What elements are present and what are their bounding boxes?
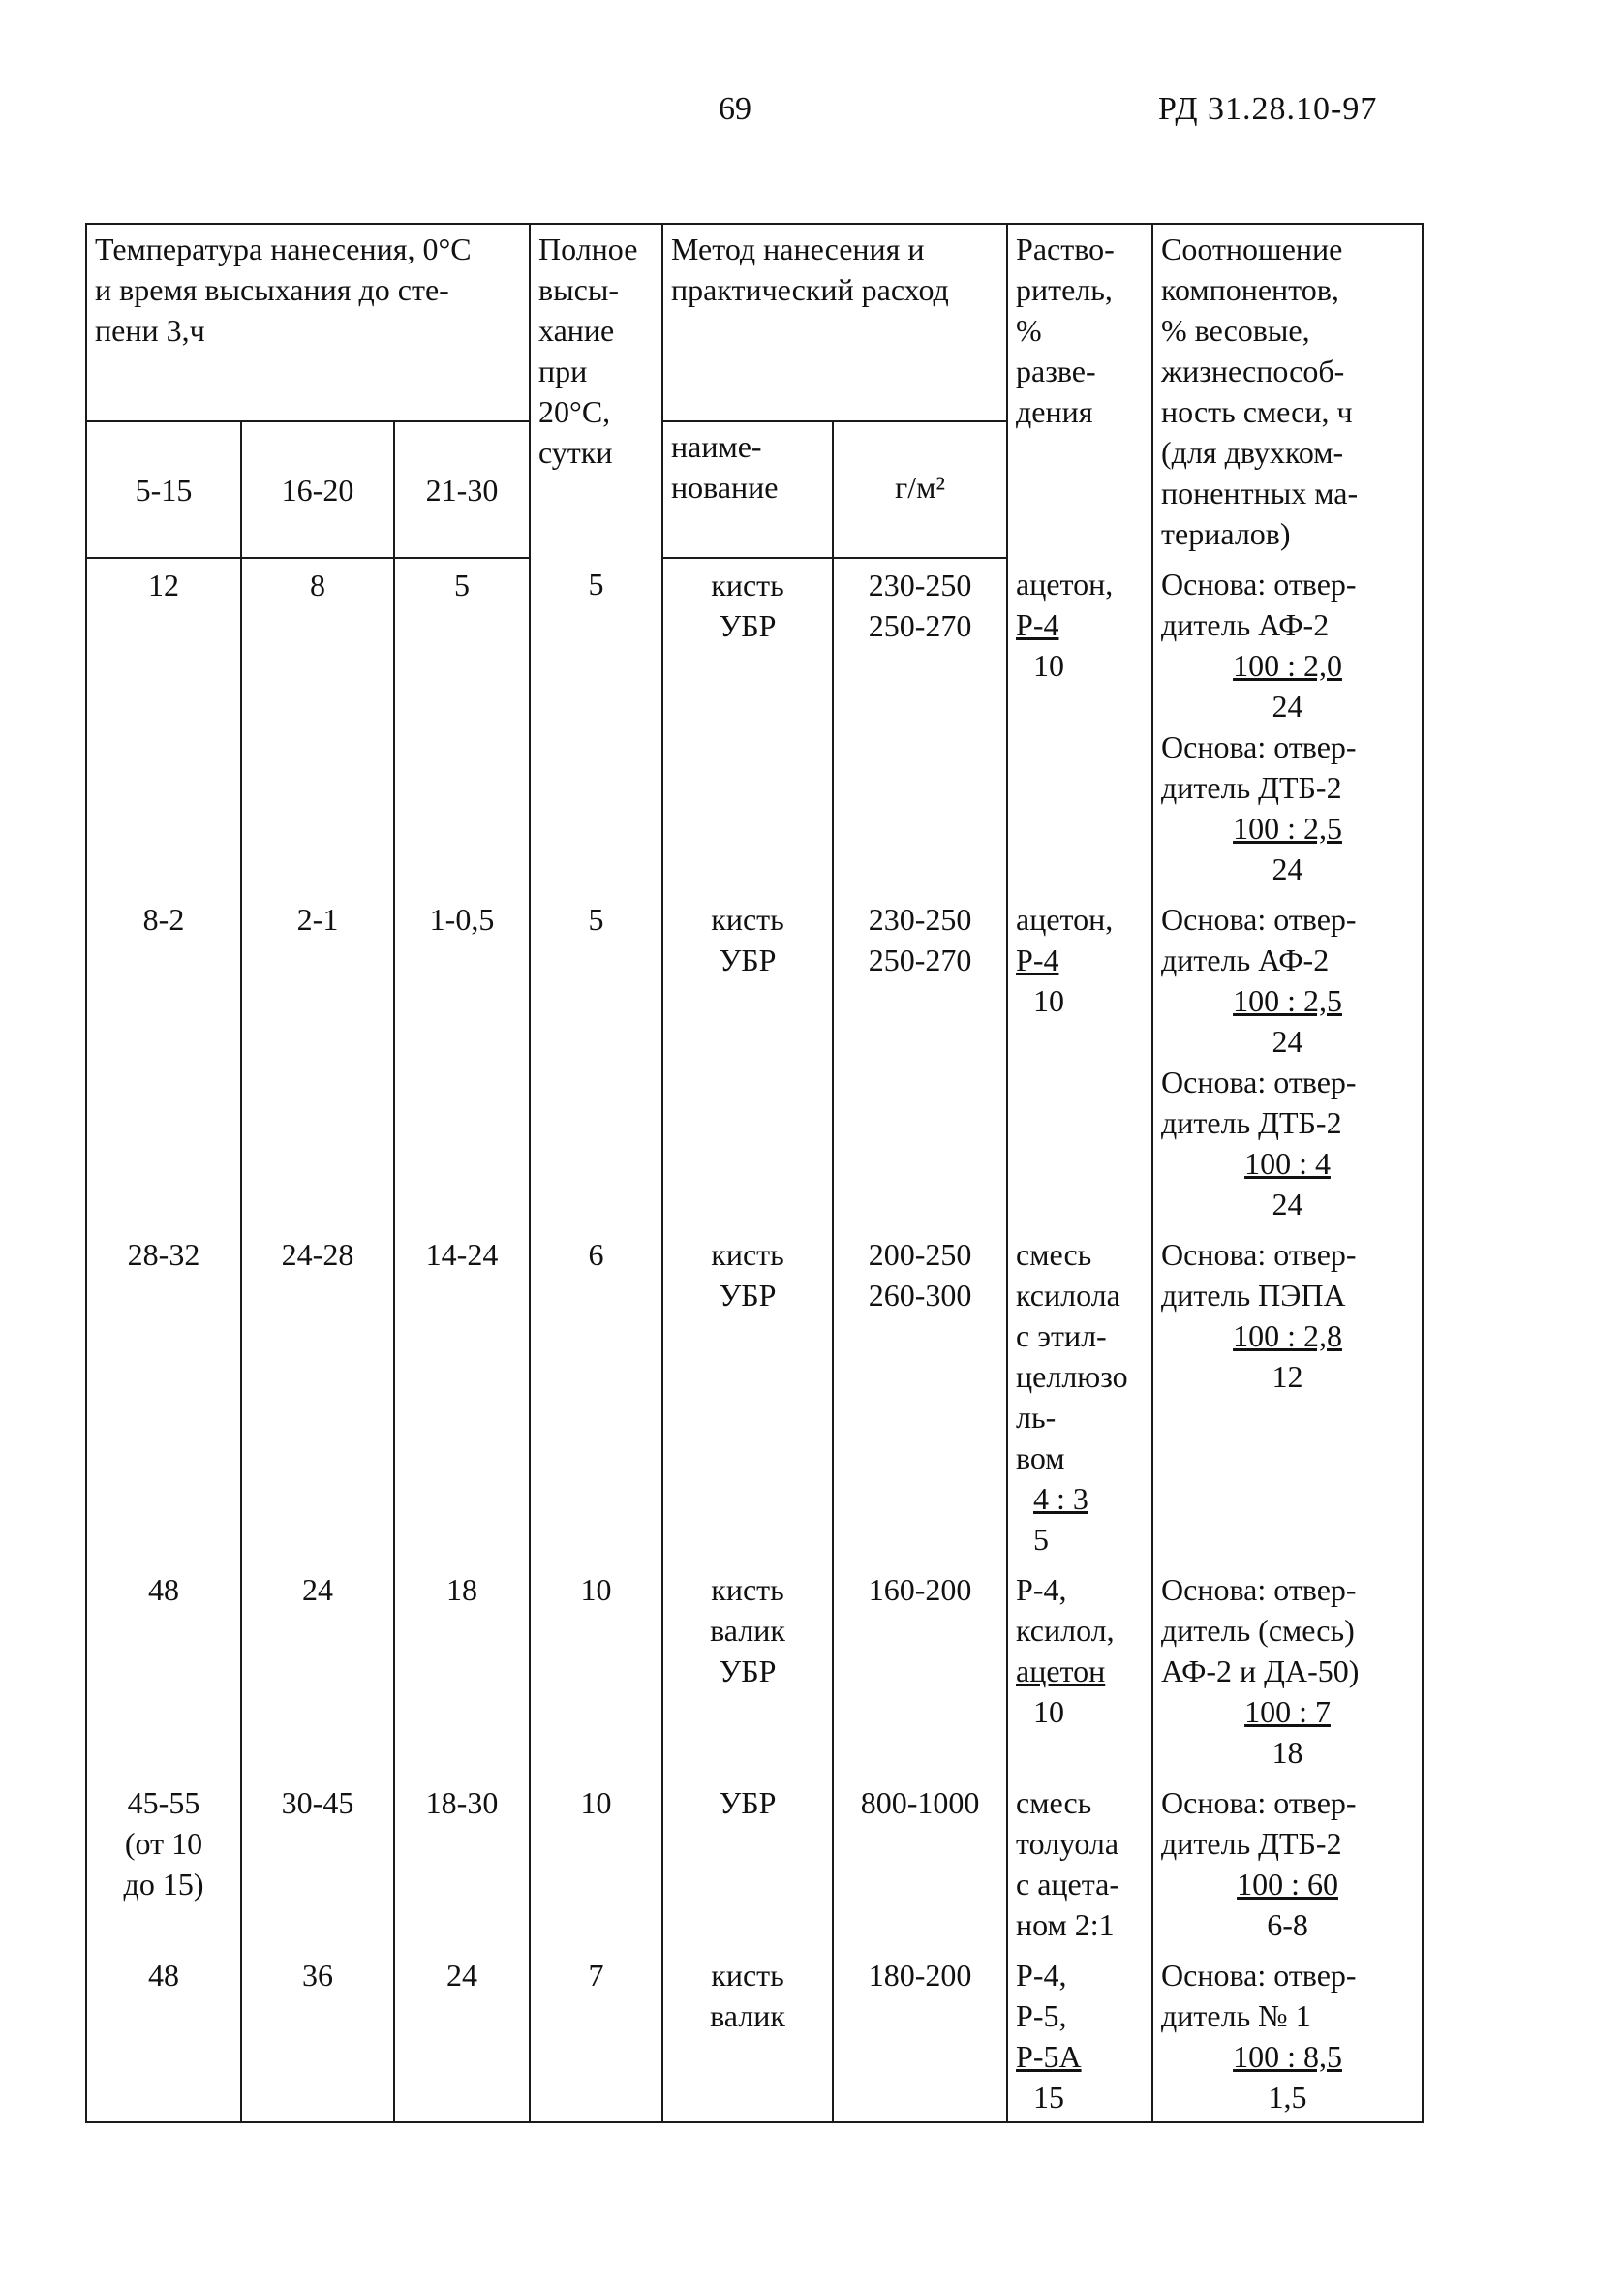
cell-line: кисть xyxy=(711,1572,784,1607)
cell-line: 15 xyxy=(1033,2080,1065,2115)
cell-full-drying: 5 xyxy=(530,893,662,1228)
cell-line: толуола xyxy=(1016,1826,1119,1861)
cell-full-drying: 10 xyxy=(530,1563,662,1777)
header-line: высы- xyxy=(538,272,619,307)
cell-temp-1: 8-2 xyxy=(86,893,241,1228)
cell-line: ацетон xyxy=(1016,1654,1106,1688)
cell-line: 1,5 xyxy=(1268,2080,1307,2115)
table-row xyxy=(86,1777,1423,1949)
header-temperature-group xyxy=(86,224,530,421)
header-line: ность смеси, ч xyxy=(1161,394,1353,429)
document-code: РД 31.28.10-97 xyxy=(1158,91,1378,127)
table-row xyxy=(86,558,1423,893)
cell-line: вом xyxy=(1016,1440,1065,1475)
cell-line: 45-55 xyxy=(127,1785,200,1820)
cell-line: 4 : 3 xyxy=(1033,1481,1088,1516)
cell-line: дитель ДТБ-2 xyxy=(1161,770,1342,805)
cell-line: кисть xyxy=(711,1237,784,1272)
cell-line: Основа: отвер- xyxy=(1161,1785,1357,1820)
cell-line: ксилол, xyxy=(1016,1613,1115,1648)
cell-line: Основа: отвер- xyxy=(1161,1958,1357,1993)
cell-line: 250-270 xyxy=(868,943,972,977)
header-temp-5-15: 5-15 xyxy=(86,421,241,558)
header-line: ритель, xyxy=(1016,272,1113,307)
cell-line: дитель ДТБ-2 xyxy=(1161,1105,1342,1140)
header-line: сутки xyxy=(538,435,613,470)
cell-temp-3: 24 xyxy=(394,1949,530,2122)
cell-line: кисть xyxy=(711,902,784,937)
cell-solvent xyxy=(1007,893,1152,1228)
cell-line: 10 xyxy=(1033,983,1065,1018)
cell-line: ксилола xyxy=(1016,1278,1120,1313)
table-row xyxy=(86,893,1423,1228)
cell-full-drying: 5 xyxy=(530,558,662,893)
cell-full-drying: 6 xyxy=(530,1228,662,1563)
header-line: % xyxy=(1016,313,1042,348)
cell-line: (от 10 xyxy=(124,1826,203,1861)
cell-temp-2: 2-1 xyxy=(241,893,394,1228)
cell-line: Р-4, xyxy=(1016,1958,1067,1993)
cell-solvent xyxy=(1007,1777,1152,1949)
cell-line: с этил- xyxy=(1016,1318,1107,1353)
cell-temp-1: 48 xyxy=(86,1563,241,1777)
header-line: Соотношение xyxy=(1161,232,1343,266)
header-method-name xyxy=(662,421,833,558)
cell-line: целлюзо xyxy=(1016,1359,1128,1394)
cell-method-name xyxy=(662,1228,833,1563)
cell-line: 12 xyxy=(1272,1359,1303,1394)
header-full-drying xyxy=(530,224,662,558)
header-line: хание xyxy=(538,313,615,348)
cell-line: 6-8 xyxy=(1267,1907,1308,1942)
cell-line: Р-5А xyxy=(1016,2039,1082,2074)
cell-line: УБР xyxy=(719,943,777,977)
cell-temp-3: 18 xyxy=(394,1563,530,1777)
cell-method-rate xyxy=(833,558,1007,893)
header-line: нование xyxy=(671,470,779,505)
cell-line: Основа: отвер- xyxy=(1161,1065,1357,1099)
cell-line: Основа: отвер- xyxy=(1161,1237,1357,1272)
cell-line: УБР xyxy=(719,1278,777,1313)
header-line: компонентов, xyxy=(1161,272,1339,307)
cell-method-name xyxy=(662,1563,833,1777)
header-temp-21-30: 21-30 xyxy=(394,421,530,558)
cell-line: УБР xyxy=(719,608,777,643)
cell-line: 250-270 xyxy=(868,608,972,643)
cell-line: 100 : 4 xyxy=(1244,1146,1331,1181)
cell-line: 160-200 xyxy=(868,1572,972,1607)
cell-method-rate xyxy=(833,1777,1007,1949)
header-method-rate: г/м² xyxy=(833,421,1007,558)
cell-line: 10 xyxy=(1033,648,1065,683)
header-line: 20°С, xyxy=(538,394,611,429)
header-line: Температура нанесения, 0°С xyxy=(95,232,472,266)
cell-line: УБР xyxy=(719,1654,777,1688)
header-line: Полное xyxy=(538,232,638,266)
cell-line: ль- xyxy=(1016,1400,1057,1435)
cell-line: ном 2:1 xyxy=(1016,1907,1115,1942)
cell-line: до 15) xyxy=(123,1867,204,1902)
cell-line: кисть xyxy=(711,568,784,603)
header-solvent xyxy=(1007,224,1152,558)
cell-method-name xyxy=(662,1777,833,1949)
page-number: 69 xyxy=(719,91,751,127)
cell-line: 10 xyxy=(1033,1694,1065,1729)
cell-line: дитель АФ-2 xyxy=(1161,607,1330,642)
cell-line: Р-4 xyxy=(1016,943,1059,977)
coating-parameters-table xyxy=(85,223,1424,2123)
cell-temp-1: 48 xyxy=(86,1949,241,2122)
header-component-ratio xyxy=(1152,224,1423,558)
cell-line: ацетон, xyxy=(1016,902,1114,937)
header-line: разве- xyxy=(1016,354,1096,388)
cell-method-name xyxy=(662,558,833,893)
header-line: пени 3,ч xyxy=(95,313,205,348)
cell-component-ratio xyxy=(1152,1228,1423,1563)
cell-component-ratio xyxy=(1152,1563,1423,1777)
cell-solvent xyxy=(1007,1563,1152,1777)
cell-line: 100 : 7 xyxy=(1244,1694,1331,1729)
cell-full-drying: 10 xyxy=(530,1777,662,1949)
cell-line: дитель (смесь) xyxy=(1161,1613,1355,1648)
header-line: % весовые, xyxy=(1161,313,1310,348)
cell-solvent xyxy=(1007,1228,1152,1563)
cell-component-ratio xyxy=(1152,1949,1423,2122)
cell-line: дитель ДТБ-2 xyxy=(1161,1826,1342,1861)
cell-line: Р-4 xyxy=(1016,607,1059,642)
header-line: Раство- xyxy=(1016,232,1115,266)
cell-line: 260-300 xyxy=(868,1278,972,1313)
header-line: практический расход xyxy=(671,272,949,307)
cell-method-rate xyxy=(833,1563,1007,1777)
cell-full-drying: 7 xyxy=(530,1949,662,2122)
cell-temp-1: 28-32 xyxy=(86,1228,241,1563)
cell-line: АФ-2 и ДА-50) xyxy=(1161,1654,1360,1688)
cell-component-ratio xyxy=(1152,558,1423,893)
cell-line: 100 : 60 xyxy=(1237,1867,1338,1902)
cell-temp-3: 1-0,5 xyxy=(394,893,530,1228)
header-line: понентных ма- xyxy=(1161,476,1359,510)
cell-line: 18 xyxy=(1272,1735,1303,1770)
cell-line: дитель № 1 xyxy=(1161,1998,1311,2033)
cell-line: Основа: отвер- xyxy=(1161,1572,1357,1607)
cell-temp-2: 30-45 xyxy=(241,1777,394,1949)
cell-method-rate xyxy=(833,893,1007,1228)
header-line: дения xyxy=(1016,394,1093,429)
cell-line: валик xyxy=(710,1998,785,2033)
cell-method-name xyxy=(662,893,833,1228)
cell-line: с ацета- xyxy=(1016,1867,1119,1902)
cell-line: 24 xyxy=(1272,689,1303,724)
cell-line: 230-250 xyxy=(868,568,972,603)
cell-line: 100 : 2,5 xyxy=(1233,983,1342,1018)
cell-line: Основа: отвер- xyxy=(1161,902,1357,937)
cell-method-rate xyxy=(833,1949,1007,2122)
cell-line: смесь xyxy=(1016,1785,1092,1820)
cell-method-name xyxy=(662,1949,833,2122)
cell-line: 24 xyxy=(1272,1187,1303,1221)
header-line: при xyxy=(538,354,588,388)
cell-temp-3: 18-30 xyxy=(394,1777,530,1949)
cell-method-rate xyxy=(833,1228,1007,1563)
table-row xyxy=(86,1949,1423,2122)
cell-temp-3: 14-24 xyxy=(394,1228,530,1563)
cell-component-ratio xyxy=(1152,893,1423,1228)
cell-line: 180-200 xyxy=(868,1958,972,1993)
cell-line: смесь xyxy=(1016,1237,1092,1272)
cell-component-ratio xyxy=(1152,1777,1423,1949)
cell-temp-1: 12 xyxy=(86,558,241,893)
cell-line: ацетон, xyxy=(1016,567,1114,602)
cell-line: 800-1000 xyxy=(860,1785,980,1820)
header-line: (для двухком- xyxy=(1161,435,1344,470)
cell-temp-3: 5 xyxy=(394,558,530,893)
cell-line: Основа: отвер- xyxy=(1161,729,1357,764)
header-line: жизнеспособ- xyxy=(1161,354,1345,388)
cell-line: дитель АФ-2 xyxy=(1161,943,1330,977)
cell-line: Р-5, xyxy=(1016,1998,1067,2033)
header-line: Метод нанесения и xyxy=(671,232,925,266)
cell-line: УБР xyxy=(719,1785,777,1820)
cell-solvent xyxy=(1007,1949,1152,2122)
cell-line: 230-250 xyxy=(868,902,972,937)
cell-temp-2: 24-28 xyxy=(241,1228,394,1563)
cell-temp-2: 24 xyxy=(241,1563,394,1777)
cell-line: 100 : 2,8 xyxy=(1233,1318,1342,1353)
cell-line: 100 : 8,5 xyxy=(1233,2039,1342,2074)
header-method-group xyxy=(662,224,1007,421)
header-line: териалов) xyxy=(1161,516,1291,551)
cell-line: 100 : 2,0 xyxy=(1233,648,1342,683)
cell-line: Р-4, xyxy=(1016,1572,1067,1607)
cell-line: 200-250 xyxy=(868,1237,972,1272)
cell-temp-1 xyxy=(86,1777,241,1949)
cell-line: 24 xyxy=(1272,851,1303,886)
cell-line: Основа: отвер- xyxy=(1161,567,1357,602)
cell-line: 100 : 2,5 xyxy=(1233,811,1342,846)
cell-line: 24 xyxy=(1272,1024,1303,1059)
header-line: и время высыхания до сте- xyxy=(95,272,449,307)
cell-line: дитель ПЭПА xyxy=(1161,1278,1346,1313)
cell-solvent xyxy=(1007,558,1152,893)
cell-temp-2: 8 xyxy=(241,558,394,893)
cell-line: кисть xyxy=(711,1958,784,1993)
table-row xyxy=(86,1228,1423,1563)
header-line: наиме- xyxy=(671,429,762,464)
table-row xyxy=(86,1563,1423,1777)
cell-line: 5 xyxy=(1033,1522,1050,1557)
header-temp-16-20: 16-20 xyxy=(241,421,394,558)
cell-line: валик xyxy=(710,1613,785,1648)
cell-temp-2: 36 xyxy=(241,1949,394,2122)
